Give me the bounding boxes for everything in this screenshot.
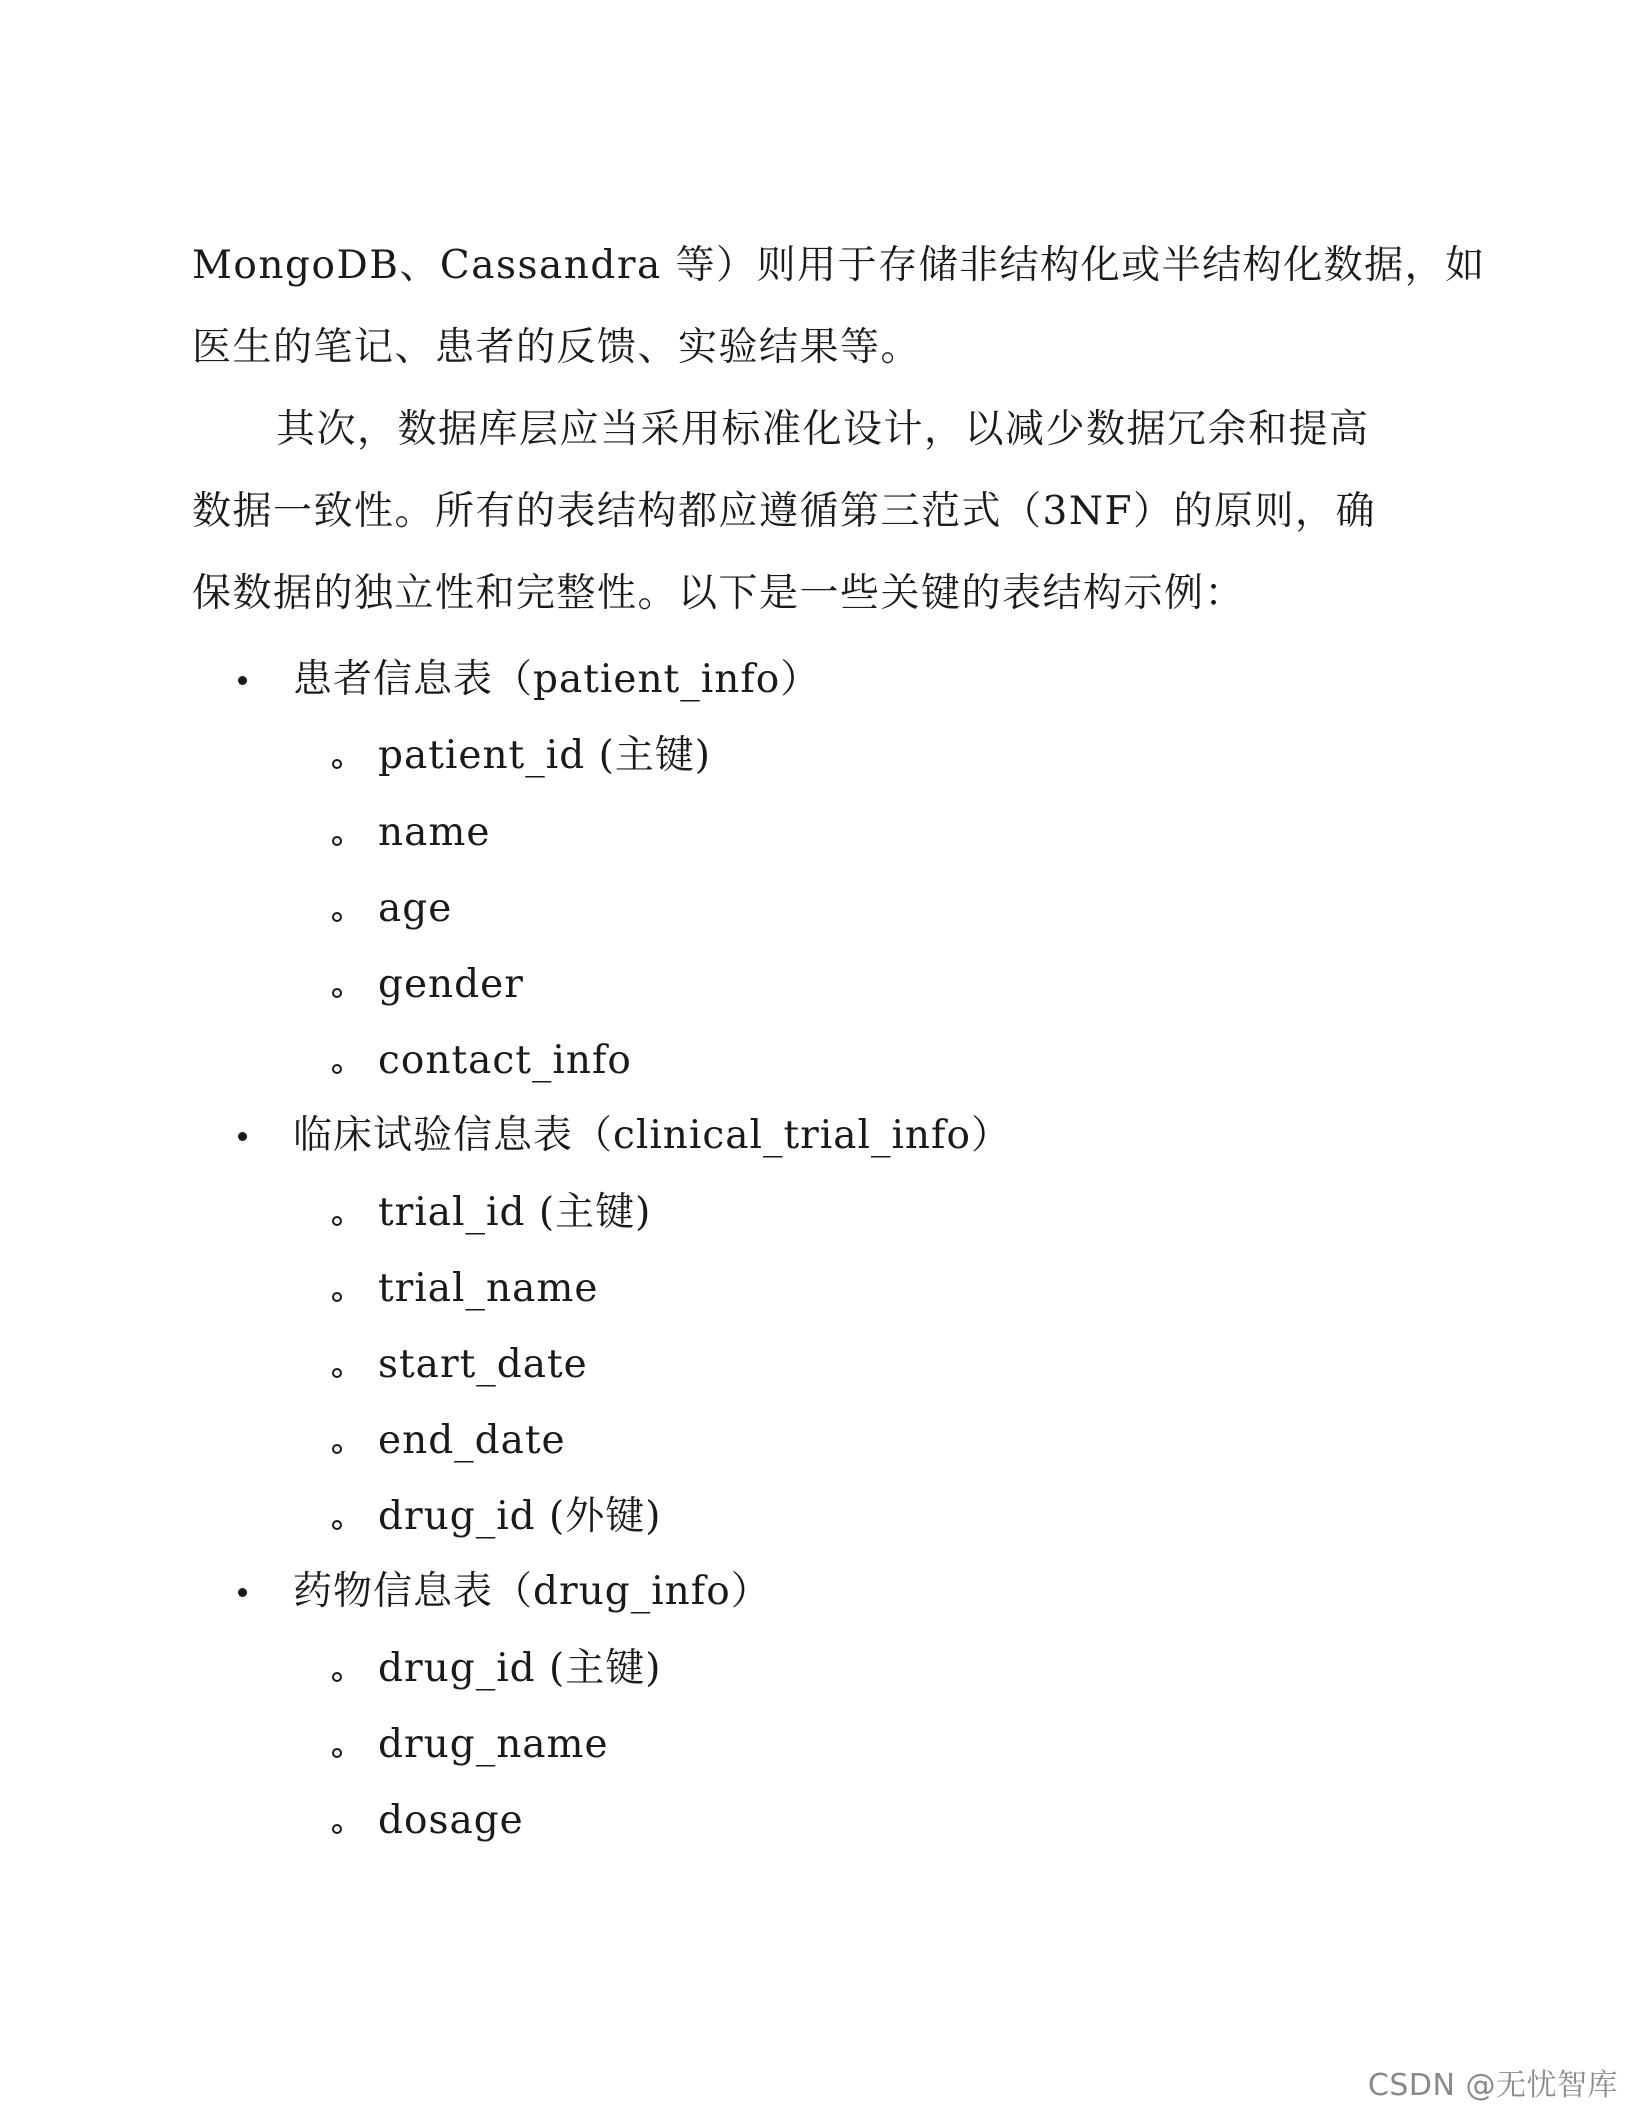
field-list-item: [332, 1337, 588, 1393]
field-list-item: [332, 1185, 651, 1241]
field-list-item: [332, 1261, 598, 1317]
bullet-circle-icon: [332, 836, 342, 846]
field-list-item: [332, 805, 490, 861]
field-name: contact_info: [378, 1038, 632, 1083]
field-list-item: [332, 1033, 632, 1089]
field-list-item: [332, 728, 711, 784]
table-title: 临床试验信息表（clinical_trial_info）: [293, 1113, 1011, 1158]
bullet-circle-icon: [332, 988, 342, 998]
field-list-item: [332, 1793, 524, 1849]
bullet-circle-icon: [332, 1368, 342, 1378]
table-title: 药物信息表（drug_info）: [293, 1569, 771, 1614]
bullet-dot-icon: [238, 1588, 247, 1597]
bullet-circle-icon: [332, 1520, 342, 1530]
table-list-item: [238, 1564, 771, 1620]
bullet-circle-icon: [332, 1444, 342, 1454]
field-name: drug_id (主键): [378, 1646, 662, 1691]
bullet-circle-icon: [332, 1748, 342, 1758]
bullet-circle-icon: [332, 1216, 342, 1226]
table-list-item: [238, 652, 820, 708]
paragraph-line: 医生的笔记、患者的反馈、实验结果等。: [192, 325, 922, 370]
paragraph-line: 其次，数据库层应当采用标准化设计，以减少数据冗余和提高: [276, 407, 1370, 452]
field-list-item: [332, 881, 452, 937]
table-title: 患者信息表（patient_info）: [293, 657, 821, 702]
field-name: name: [378, 810, 491, 855]
bullet-circle-icon: [332, 759, 342, 769]
field-name: trial_id (主键): [378, 1190, 652, 1235]
bullet-circle-icon: [332, 1292, 342, 1302]
paragraph-line: 保数据的独立性和完整性。以下是一些关键的表结构示例：: [192, 571, 1246, 616]
field-list-item: [332, 1641, 661, 1697]
field-name: end_date: [378, 1418, 566, 1463]
bullet-circle-icon: [332, 912, 342, 922]
paragraph-line: MongoDB、Cassandra 等）则用于存储非结构化或半结构化数据，如: [192, 243, 1486, 288]
field-name: age: [378, 886, 453, 931]
bullet-dot-icon: [238, 1132, 247, 1141]
field-name: trial_name: [378, 1266, 599, 1311]
field-list-item: [332, 957, 524, 1013]
field-name: drug_id (外键): [378, 1494, 662, 1539]
field-name: patient_id (主键): [378, 733, 711, 778]
field-list-item: [332, 1717, 609, 1773]
field-list-item: [332, 1413, 566, 1469]
field-list-item: [332, 1489, 661, 1545]
field-name: start_date: [378, 1342, 588, 1387]
bullet-circle-icon: [332, 1672, 342, 1682]
paragraph-line: 数据一致性。所有的表结构都应遵循第三范式（3NF）的原则，确: [192, 489, 1376, 534]
bullet-circle-icon: [332, 1824, 342, 1834]
field-name: gender: [378, 962, 524, 1007]
watermark: CSDN @无忧智库: [1367, 2068, 1618, 2103]
field-name: dosage: [378, 1798, 524, 1843]
table-list-item: [238, 1108, 1011, 1164]
bullet-dot-icon: [238, 676, 247, 685]
field-name: drug_name: [378, 1722, 609, 1767]
bullet-circle-icon: [332, 1064, 342, 1074]
